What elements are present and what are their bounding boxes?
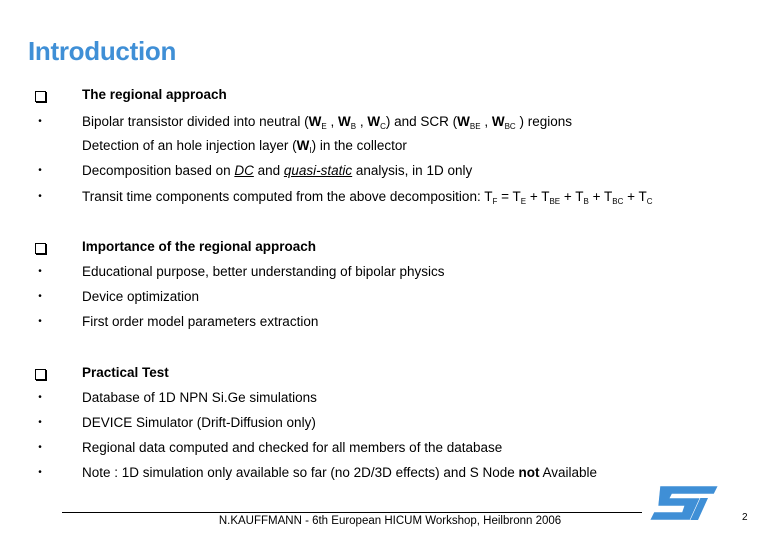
bullet-text: Bipolar transistor divided into neutral ($W_E$ , $W_B$ , $W_C$) and SCR ($W_{BE}$ , $W_{BC}$ ) regions [82,114,572,131]
slide-title: Introduction [28,36,177,66]
checkbox-bullet-icon [32,238,48,256]
section-heading: Practical Test [82,365,169,380]
footer-text: N.KAUFFMANN - 6th European HICUM Workshop, Heilbronn 2006 [218,515,562,527]
bullet-icon: • [38,316,42,327]
checkbox-bullet-icon [32,364,48,382]
bullet-text: Note : 1D simulation only available so far (no 2D/3D effects) and S Node not Available [82,465,598,480]
bullet-text: Database of 1D NPN Si.Ge simulations [82,390,317,405]
checkbox-bullet-icon [32,86,48,104]
footer-divider [62,512,642,513]
bullet-text: Device optimization [82,289,200,304]
bullet-text: First order model parameters extraction [82,314,319,329]
bullet-text: Regional data computed and checked for all members of the database [82,440,503,455]
bullet-icon: • [38,417,42,428]
bullet-text: Detection of an hole injection layer $(W_I)$ in the collector [82,138,407,155]
bullet-icon: • [38,191,42,202]
bullet-text: Decomposition based on DC and quasi-static analysis, in 1D only [82,163,473,178]
bullet-icon: • [38,442,42,453]
section-heading: Importance of the regional approach [82,239,317,254]
bullet-icon: • [38,165,42,176]
bullet-icon: • [38,116,42,127]
bullet-icon: • [38,467,42,478]
bullet-text: Educational purpose, better understanding of bipolar physics [82,264,445,279]
bullet-icon: • [38,266,42,277]
bullet-text: DEVICE Simulator (Drift-Diffusion only) [82,415,316,430]
page-number: 2 [742,512,748,523]
bullet-icon: • [38,392,42,403]
section-heading: The regional approach [82,87,227,102]
st-logo-icon [650,482,720,522]
bullet-text: Transit time components computed from the above decomposition: $T_F = T_E + T_{BE} + T_B + T_{BC} + T_C$ [82,189,653,206]
bullet-icon: • [38,291,42,302]
